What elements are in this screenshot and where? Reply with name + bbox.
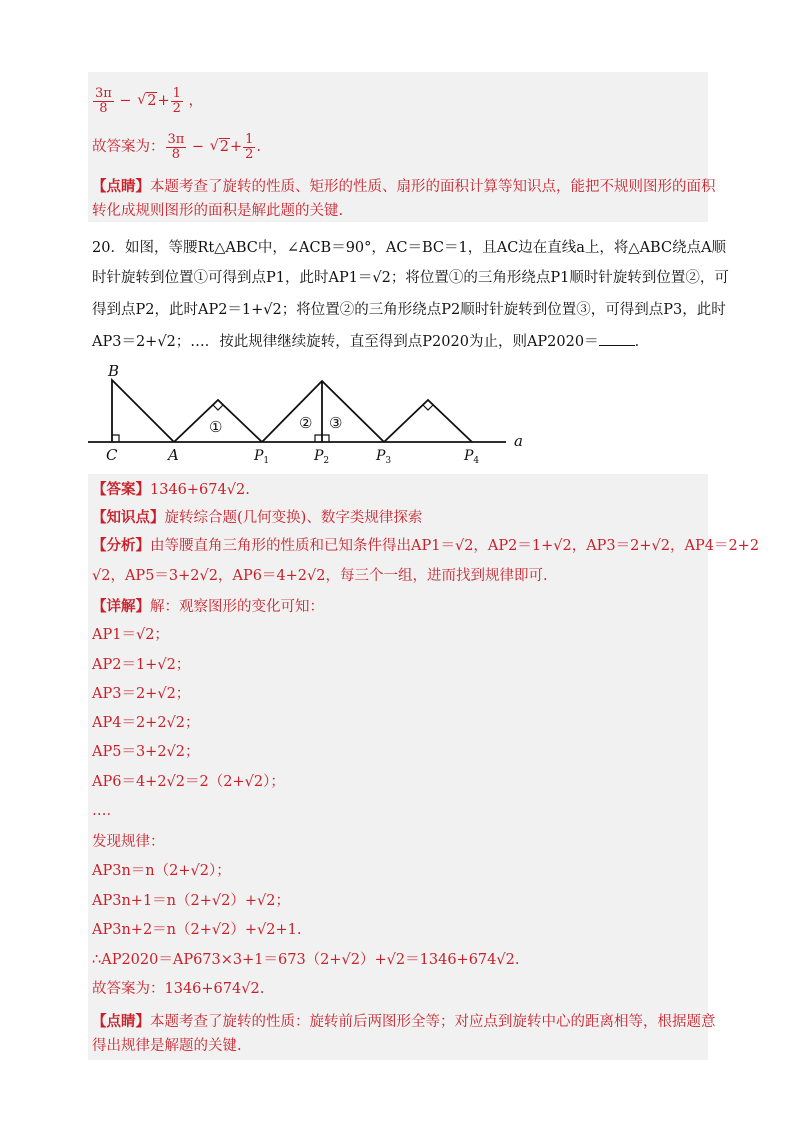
sqrt-value: 2: [219, 139, 229, 155]
detail-item: AP2＝1+√2；: [92, 657, 191, 673]
plus-sign: +: [157, 93, 170, 109]
dianjing-line-1: [92, 177, 716, 197]
frac-num: 3π: [167, 131, 185, 147]
detail-label: 【详解】: [92, 598, 150, 615]
knowledge-label: 【知识点】: [92, 509, 165, 526]
frac-num: 1: [245, 131, 254, 147]
answer-label: 故答案为：: [92, 139, 165, 155]
detail-item: AP6＝4+2√2＝2（2+√2）；: [92, 774, 285, 790]
detail-item: AP3＝2+√2；: [92, 686, 191, 702]
rule-label: 发现规律：: [92, 834, 165, 850]
question-end: ．: [634, 334, 650, 350]
dianjing2-line-2: 得出规律是解题的关键.: [92, 1038, 242, 1054]
label-p3: $P_3$: [376, 448, 392, 466]
right-angle-mark-1: [213, 405, 223, 410]
answer-blank: [599, 333, 635, 346]
final-answer-line: 故答案为：1346+674√2.: [92, 981, 265, 997]
frac-num: 3π: [95, 85, 112, 101]
detail-item: AP1＝√2；: [92, 627, 169, 643]
frac-den: 2: [245, 146, 254, 162]
label-line-a: a: [514, 432, 523, 450]
analysis-line-2: √2，AP5＝3+2√2，AP6＝4+2√2，每三个一组，进而找到规律即可.: [92, 568, 548, 584]
dianjing2-label: 【点睛】: [92, 1013, 150, 1030]
label-c: C: [106, 446, 118, 464]
top-expression-line: [92, 82, 203, 120]
triangle-position-2-3: [262, 381, 384, 442]
plus-sign: +: [229, 139, 243, 155]
conclusion-line: ∴AP2020＝AP673×3+1＝673（2+√2）+√2＝1346+674√2.: [92, 952, 520, 968]
label-p2: $P_2$: [314, 448, 330, 466]
question-line-4: [92, 332, 649, 352]
sqrt-symbol: [137, 82, 157, 120]
question-line-3: 得到点P2，此时AP2＝1+√2；将位置②的三角形绕点P2顺时针旋转到位置③，可得到点P3，此时: [92, 302, 726, 318]
frac-den: 8: [171, 146, 181, 162]
detail-intro: 解：观察图形的变化可知：: [150, 599, 324, 615]
knowledge-text: 旋转综合题(几何变换)、数字类规律探索: [164, 510, 423, 526]
period: .: [256, 139, 261, 155]
right-angle-mark-4: [423, 405, 433, 410]
sqrt-symbol: [210, 128, 230, 166]
detail-item: AP5＝3+2√2；: [92, 744, 200, 760]
label-a: A: [168, 446, 179, 464]
triangle-abc: [112, 380, 174, 442]
analysis-text: 由等腰直角三角形的性质和已知条件得出AP1＝√2，AP2＝1+√2，AP3＝2+√2，AP4＝2+2: [150, 538, 760, 554]
minus-sign: −: [187, 139, 209, 155]
question-text: AP3＝2+√2；…．按此规律继续旋转，直至得到点P2020为止，则AP2020＝: [92, 334, 599, 350]
frac-num: 1: [172, 85, 181, 101]
dianjing-line-2: [92, 201, 343, 221]
region-3: ③: [329, 414, 343, 432]
detail-dots: …．: [92, 803, 121, 819]
sqrt-value: 2: [147, 93, 157, 109]
minus-sign: −: [114, 93, 137, 109]
frac-den: 8: [99, 100, 108, 116]
top-answer-line: [92, 128, 261, 166]
rotation-figure: [88, 362, 548, 472]
question-line-2: 时针旋转到位置①可得到点P1，此时AP1＝√2；将位置①的三角形绕点P1顺时针旋转到位置②，可: [92, 270, 729, 286]
dianjing2-line-1: [92, 1012, 716, 1032]
frac-den: 2: [172, 100, 181, 116]
label-b: B: [108, 362, 120, 380]
question-line-1: 20．如图，等腰Rt△ABC中，∠ACB＝90°，AC＝BC＝1，且AC边在直线a上，将△ABC绕点A顺: [92, 240, 727, 256]
dianjing-text: 转化成规则图形的面积是解此题的关键.: [92, 203, 344, 219]
dianjing-label: 【点睛】: [92, 178, 150, 195]
knowledge-line: [92, 508, 422, 528]
label-p4: $P_4$: [464, 448, 480, 466]
answer-label: 【答案】: [92, 481, 150, 498]
comma: ，: [183, 93, 203, 109]
label-p1: $P_1$: [254, 448, 270, 466]
dianjing-text: 本题考查了旋转的性质、矩形的性质、扇形的面积计算等知识点，能把不规则图形的面积: [150, 179, 716, 195]
answer-text: 1346+674√2.: [150, 482, 250, 498]
analysis-line-1: [92, 536, 759, 556]
analysis-label: 【分析】: [92, 537, 150, 554]
detail-item: AP4＝2+2√2；: [92, 715, 200, 731]
rule-item: AP3n+1＝n（2+√2）+√2；: [92, 893, 290, 909]
detail-intro-line: [92, 597, 324, 617]
answer-block: [88, 474, 708, 1060]
dianjing2-text: 本题考查了旋转的性质：旋转前后两图形全等；对应点到旋转中心的距离相等，根据题意: [150, 1014, 716, 1030]
region-1: ①: [209, 418, 223, 436]
right-angle-mark-c: [112, 435, 119, 442]
rule-item: AP3n+2＝n（2+√2）+√2+1.: [92, 922, 302, 938]
region-2: ②: [299, 414, 313, 432]
rule-item: AP3n＝n（2+√2）；: [92, 863, 231, 879]
answer-line: [92, 480, 250, 500]
triangle-position-4: [384, 400, 472, 442]
